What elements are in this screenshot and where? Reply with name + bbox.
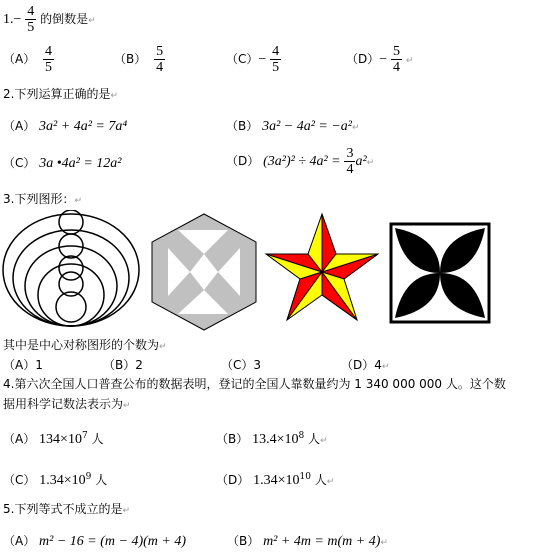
q4-option-d: （D） $1.34\times 10^{10}$ 人↵ [216, 472, 335, 488]
q1-option-a: （A） $\frac{4}{5}$ [3, 44, 53, 75]
q1-option-d: （D）− $\frac{5}{4}$ ↵ [346, 44, 414, 75]
q3-stem: 3.下列图形：↵ [3, 192, 82, 206]
q2-option-b: （B） 3a² − 4a² = −a²↵ [226, 119, 360, 134]
q4-stem-line2: 据用科学记数法表示为↵ [3, 397, 131, 411]
q4-stem-line1: 4.第六次全国人口普查公布的数据表明，登记的全国人靠数量约为 1 340 000 000 人。这个数 [3, 377, 506, 391]
q1-option-c: （C）− $\frac{4}{5}$ [226, 44, 280, 75]
q2-option-c: （C） 3a •4a² = 12a² [3, 156, 122, 171]
square-petals-figure [391, 224, 489, 322]
q5-stem: 5.下列等式不成立的是↵ [3, 502, 130, 516]
q4-option-c: （C） $1.34\times 10^9$ 人 [3, 472, 108, 488]
nested-ellipses-figure [3, 210, 139, 326]
q1-fraction: $\frac{4}{5}$ [27, 4, 35, 35]
five-pointed-star-figure [266, 214, 378, 320]
q2-option-a: （A） 3a² + 4a² = 7a⁴ [3, 119, 128, 134]
q3-option-d: （D）4↵ [341, 358, 390, 372]
q5-option-b: （B） m² + 4m = m(m + 4)↵ [227, 534, 388, 549]
hexagon-pinwheel-figure [152, 214, 256, 330]
q3-option-c: （C）3 [221, 358, 262, 372]
q1-option-b: （B） $\frac{5}{4}$ [114, 44, 164, 75]
q3-option-a: （A）1 [3, 358, 43, 372]
q3-question: 其中是中心对称图形的个数为↵ [3, 338, 167, 352]
q4-option-b: （B） $13.4\times 10^8$ 人↵ [216, 431, 328, 447]
q4-option-a: （A） $134\times 10^7$ 人 [3, 431, 104, 447]
q1-stem: 1.− $\frac{4}{5}$ 的倒数是↵ [3, 4, 96, 35]
q2-option-d: （D） (3a²)² ÷ 4a² = $\frac{3}{4}$ a²↵ [226, 146, 375, 177]
q3-figures [0, 210, 557, 335]
q3-option-b: （B）2 [103, 358, 143, 372]
q2-stem: 2.下列运算正确的是↵ [3, 87, 118, 101]
q5-option-a: （A） m² − 16 = (m − 4)(m + 4) [3, 534, 187, 549]
